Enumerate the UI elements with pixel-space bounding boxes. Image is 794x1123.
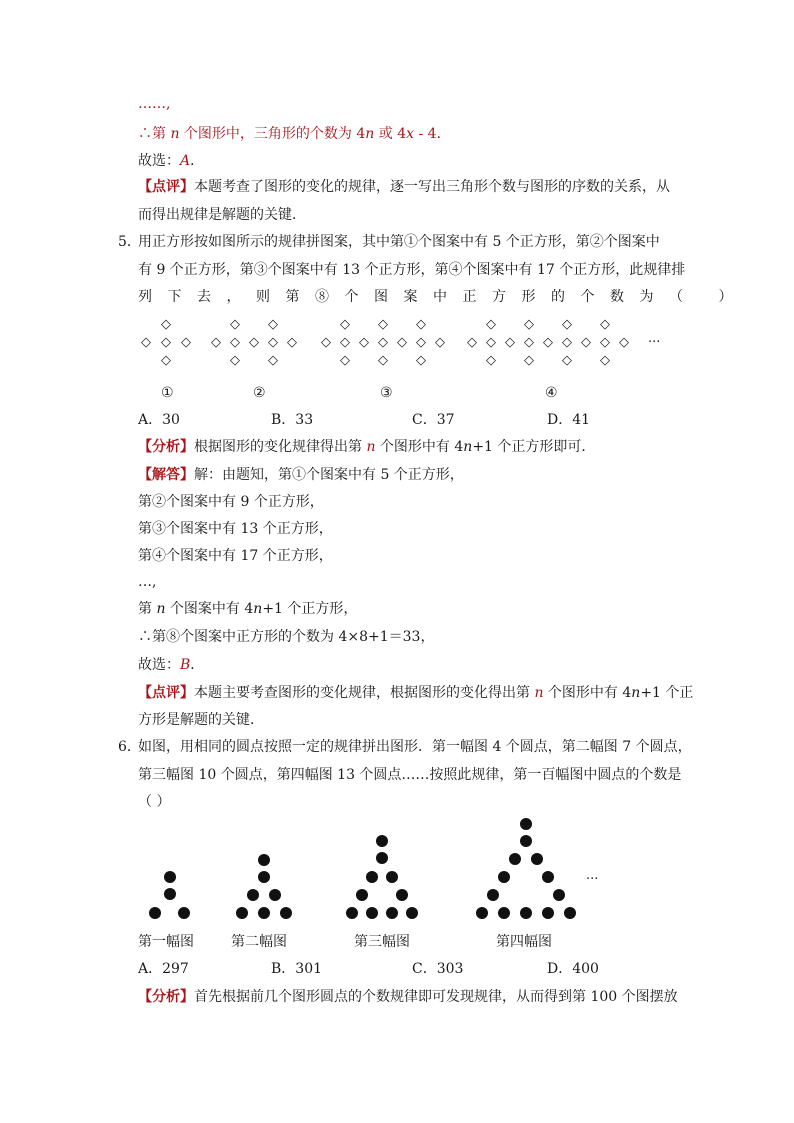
continuation-ellipsis: ··· xyxy=(648,335,661,350)
q5-answer: 故选：B． xyxy=(138,657,205,673)
diamond-symbol: ◇ xyxy=(211,335,221,350)
diamond-symbol: ◇ xyxy=(161,353,171,368)
diamond-symbol: ◇ xyxy=(562,353,572,368)
diamond-symbol: ◇ xyxy=(416,335,426,350)
caption-figure-3: 第三幅图 xyxy=(354,934,410,950)
dot xyxy=(520,818,532,830)
prev-comment-line1: 【点评】本题考查了图形的变化的规律，逐一写出三角形个数与图形的序数的关系，从 xyxy=(138,179,670,195)
dot xyxy=(376,835,388,847)
dot xyxy=(498,871,510,883)
dot xyxy=(376,852,388,864)
q5-comment-line1: 【点评】本题主要考查图形的变化规律，根据图形的变化得出第 n 个图形中有 4n+1 个正 xyxy=(138,685,694,701)
diamond-symbol: ◇ xyxy=(486,317,496,332)
dot xyxy=(236,907,248,919)
q5-stem-line1: 用正方形按如图所示的规律拼图案，其中第①个图案中有 5 个正方形，第②个图案中 xyxy=(138,234,660,250)
dot xyxy=(542,871,554,883)
dot xyxy=(564,907,576,919)
q5-choice-a[interactable]: A．30 xyxy=(138,412,180,428)
diamond-symbol: ◇ xyxy=(378,335,388,350)
q5-choice-b[interactable]: B．33 xyxy=(271,412,314,428)
dot xyxy=(396,889,408,901)
comment-tag: 【点评】 xyxy=(138,179,194,195)
dot xyxy=(476,907,488,919)
diamond-symbol: ◇ xyxy=(467,335,477,350)
diamond-symbol: ◇ xyxy=(230,335,240,350)
q5-solution-general: 第 n 个图案中有 4n+1 个正方形， xyxy=(138,601,358,617)
diamond-symbol: ◇ xyxy=(340,335,350,350)
q6-stem-line3: （ ） xyxy=(138,794,171,810)
prev-conclusion: ∴第 n 个图形中，三角形的个数为 4n 或 4x - 4． xyxy=(138,126,451,142)
q5-solution-final: ∴第⑧个图案中正方形的个数为 4×8+1＝33， xyxy=(138,629,435,645)
diamond-symbol: ◇ xyxy=(181,335,191,350)
diamond-symbol: ◇ xyxy=(287,335,297,350)
diamond-symbol: ◇ xyxy=(524,335,534,350)
dot xyxy=(178,907,190,919)
q5-solution-ellipsis: …, xyxy=(138,574,157,590)
diamond-symbol: ◇ xyxy=(435,335,445,350)
dot xyxy=(247,889,259,901)
diamond-symbol: ◇ xyxy=(524,353,534,368)
dot xyxy=(509,853,521,865)
dot xyxy=(553,889,565,901)
prev-answer: 故选：A． xyxy=(138,153,205,169)
q5-choice-d[interactable]: D．41 xyxy=(547,412,591,428)
dot xyxy=(280,907,292,919)
diamond-symbol: ◇ xyxy=(161,335,171,350)
dot xyxy=(258,907,270,919)
q5-comment-line2: 方形是解题的关键． xyxy=(138,712,264,728)
figure-label-2: ② xyxy=(253,385,266,401)
q5-solution-line1: 【解答】解：由题知，第①个图案中有 5 个正方形， xyxy=(138,467,464,483)
diamond-symbol: ◇ xyxy=(340,353,350,368)
q6-analysis: 【分析】首先根据前几个图形圆点的个数规律即可发现规律，从而得到第 100 个图摆放 xyxy=(138,989,678,1005)
q5-solution-line4: 第④个图案中有 17 个正方形， xyxy=(138,548,333,564)
figure-label-3: ③ xyxy=(380,385,393,401)
dot xyxy=(164,871,176,883)
diamond-symbol: ◇ xyxy=(562,335,572,350)
solution-tag: 【解答】 xyxy=(138,467,194,483)
diamond-symbol: ◇ xyxy=(141,335,151,350)
diamond-symbol: ◇ xyxy=(230,353,240,368)
analysis-tag: 【分析】 xyxy=(138,439,194,455)
diamond-symbol: ◇ xyxy=(486,353,496,368)
dot xyxy=(366,871,378,883)
q5-choice-c[interactable]: C．37 xyxy=(412,412,455,428)
q5-solution-line3: 第③个图案中有 13 个正方形， xyxy=(138,521,333,537)
diamond-symbol: ◇ xyxy=(581,335,591,350)
diamond-symbol: ◇ xyxy=(249,335,259,350)
q6-choice-b[interactable]: B．301 xyxy=(271,961,323,977)
q6-stem-line1: 如图，用相同的圆点按照一定的规律拼出图形．第一幅图 4 个圆点，第二幅图 7 个圆点， xyxy=(138,739,692,755)
diamond-symbol: ◇ xyxy=(600,317,610,332)
dot xyxy=(520,907,532,919)
diamond-symbol: ◇ xyxy=(359,335,369,350)
dot xyxy=(269,889,281,901)
figure-label-1: ① xyxy=(161,385,174,401)
prev-ellipsis: ……, xyxy=(138,96,171,112)
caption-figure-1: 第一幅图 xyxy=(138,934,194,950)
diamond-symbol: ◇ xyxy=(230,317,240,332)
diamond-symbol: ◇ xyxy=(505,335,515,350)
dot xyxy=(386,871,398,883)
q5-analysis: 【分析】根据图形的变化规律得出第 n 个图形中有 4n+1 个正方形即可． xyxy=(138,439,596,455)
comment-tag: 【点评】 xyxy=(138,685,194,701)
diamond-symbol: ◇ xyxy=(486,335,496,350)
dot xyxy=(356,889,368,901)
caption-figure-4: 第四幅图 xyxy=(496,934,552,950)
dot xyxy=(346,907,358,919)
dot xyxy=(520,835,532,847)
dot xyxy=(386,907,398,919)
q5-stem-line3: 列下去，则第⑧个图案中正方形的个数为（ ） xyxy=(138,289,748,305)
figure-label-4: ④ xyxy=(545,385,558,401)
q5-solution-line2: 第②个图案中有 9 个正方形， xyxy=(138,494,324,510)
dot xyxy=(258,871,270,883)
diamond-symbol: ◇ xyxy=(268,353,278,368)
prev-comment-line2: 而得出规律是解题的关键． xyxy=(138,207,306,223)
diamond-symbol: ◇ xyxy=(321,335,331,350)
diamond-symbol: ◇ xyxy=(397,335,407,350)
diamond-symbol: ◇ xyxy=(378,353,388,368)
caption-figure-2: 第二幅图 xyxy=(231,934,287,950)
diamond-symbol: ◇ xyxy=(378,317,388,332)
diamond-symbol: ◇ xyxy=(619,335,629,350)
diamond-symbol: ◇ xyxy=(416,317,426,332)
diamond-symbol: ◇ xyxy=(340,317,350,332)
dot xyxy=(406,907,418,919)
diamond-symbol: ◇ xyxy=(268,317,278,332)
q5-stem-line2: 有 9 个正方形，第③个图案中有 13 个正方形，第④个图案中有 17 个正方形，此规律排 xyxy=(138,262,686,278)
diamond-symbol: ◇ xyxy=(600,353,610,368)
diamond-symbol: ◇ xyxy=(416,353,426,368)
diamond-symbol: ◇ xyxy=(543,335,553,350)
q6-choice-c[interactable]: C．303 xyxy=(412,961,464,977)
dot xyxy=(531,853,543,865)
dot xyxy=(498,907,510,919)
diamond-symbol: ◇ xyxy=(600,335,610,350)
diamond-symbol: ◇ xyxy=(161,317,171,332)
dot xyxy=(366,907,378,919)
dot xyxy=(149,907,161,919)
dot xyxy=(164,888,176,900)
diamond-symbol: ◇ xyxy=(268,335,278,350)
question-6-number: 6． xyxy=(118,739,141,755)
diamond-symbol: ◇ xyxy=(562,317,572,332)
diamond-symbol: ◇ xyxy=(524,317,534,332)
continuation-ellipsis: ··· xyxy=(586,872,599,887)
q6-choice-d[interactable]: D．400 xyxy=(547,961,599,977)
question-5-number: 5． xyxy=(118,234,141,250)
dot xyxy=(258,854,270,866)
q6-choice-a[interactable]: A．297 xyxy=(138,961,189,977)
q6-stem-line2: 第三幅图 10 个圆点，第四幅图 13 个圆点……按照此规律，第一百幅图中圆点的个数是 xyxy=(138,767,682,783)
dot xyxy=(542,907,554,919)
analysis-tag: 【分析】 xyxy=(138,989,194,1005)
dot xyxy=(487,889,499,901)
